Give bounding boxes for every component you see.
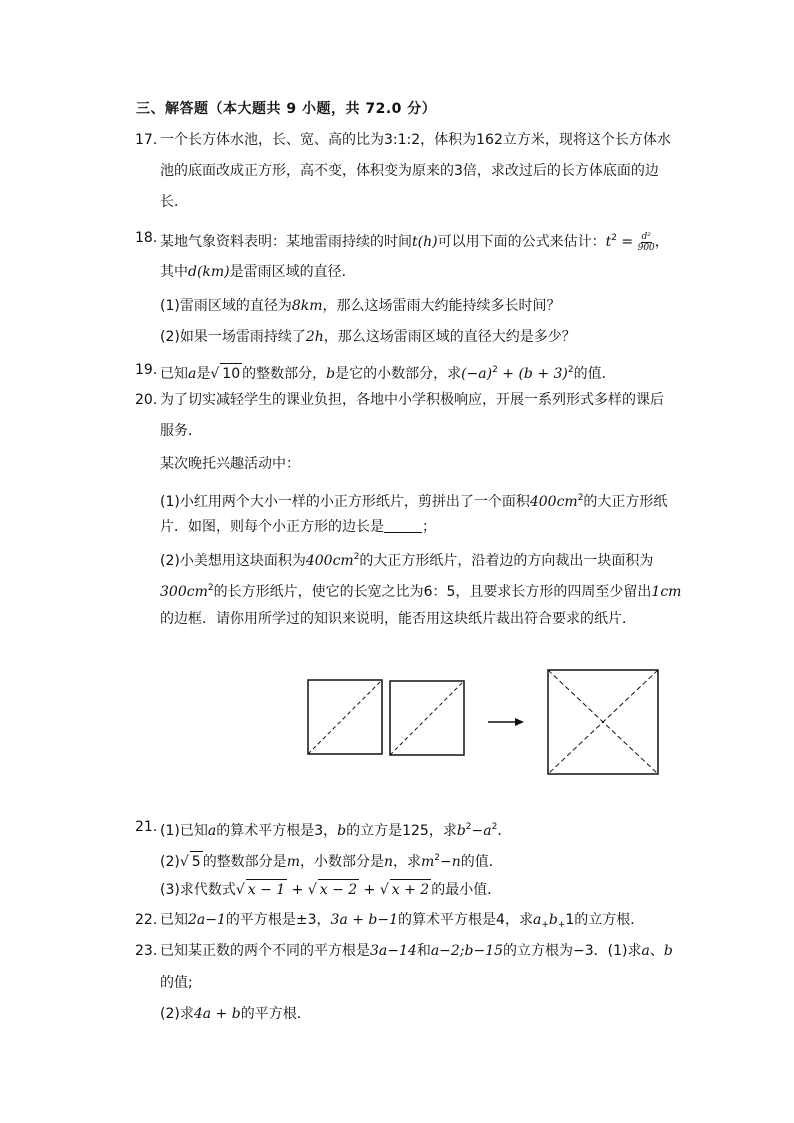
- q18-formula-end: ，: [654, 234, 669, 250]
- question-20-part-2-line-1: [160, 547, 653, 571]
- q23-b: 3a−14: [370, 943, 417, 959]
- q23-p2-c: 的平方根．: [240, 1006, 311, 1022]
- q18-l2-c: 是雷雨区域的直径．: [229, 264, 356, 280]
- q20-p2-f: 2: [207, 583, 214, 593]
- q23-d: a−2;b−15: [430, 943, 504, 959]
- question-17-number: 17.: [135, 132, 158, 148]
- q21-p1-f: b: [456, 823, 466, 839]
- question-20-number: 20.: [135, 392, 158, 408]
- question-20-line-2: 服务．: [160, 423, 202, 439]
- q21-p1-b: a: [207, 823, 217, 839]
- q20-p2-g: 的长方形纸片，使它的长宽之比为6：5，且要求长方形的四周至少留出: [213, 584, 652, 600]
- q18-l2-a: 其中: [160, 264, 188, 280]
- q21-p2-e: ，小数部分是: [299, 854, 384, 870]
- q23-a: 已知某正数的两个不同的平方根是: [160, 943, 370, 959]
- q20-p2-b: 400cm: [305, 553, 354, 569]
- q19-d: 的整数部分，: [242, 366, 327, 382]
- q21-p3-radicand-2: x − 2: [318, 879, 359, 900]
- question-20-part-1-line-2: [160, 517, 436, 537]
- q21-p1-g: 2: [465, 822, 472, 832]
- q20-p1-f: ；: [422, 519, 436, 535]
- q21-p3-radicand-3: x + 2: [390, 879, 431, 900]
- q22-e: 的算术平方根是4，求: [398, 912, 533, 928]
- q21-p1-h: −a: [471, 823, 492, 839]
- question-20-part-2-line-2: [160, 578, 681, 602]
- q19-c: 是: [196, 366, 211, 382]
- q21-p1-c: 的算术平方根是3，: [216, 823, 338, 839]
- q23-h: b: [663, 943, 673, 959]
- q18-text-a: 某地气象资料表明：某地雷雨持续的时间: [160, 234, 412, 250]
- q23-e: 的立方根为−3．(1)求: [503, 943, 642, 959]
- q23-g: 、: [649, 943, 664, 959]
- q22-f: a: [532, 912, 542, 928]
- q20-p1-d: 的大正方形纸: [583, 494, 668, 510]
- q18-p1-c: ，那么这场雷雨大约能持续多长时间？: [322, 298, 561, 314]
- question-18-number: 18.: [135, 230, 158, 246]
- q22-j: 1: [565, 912, 575, 928]
- q21-p2-f: n: [383, 854, 393, 870]
- q21-radical-3: √: [379, 882, 389, 898]
- q22-d: 3a + b−1: [330, 912, 399, 928]
- q18-p2-a: (2)如果一场雷雨持续了: [160, 329, 306, 345]
- question-20-part-2-line-3: 的边框．请你用所学过的知识来说明，能否用这块纸片裁出符合要求的纸片．: [160, 611, 636, 627]
- q21-plus-1: +: [287, 882, 308, 898]
- q21-p2-i: 2: [434, 853, 441, 863]
- question-20-line-1: 为了切实减轻学生的课业负担，各地中小学积极响应，开展一系列形式多样的课后: [160, 392, 664, 408]
- q20-p2-c: 2: [353, 552, 360, 562]
- q22-a: 已知: [160, 912, 188, 928]
- q22-i: +: [557, 920, 566, 930]
- arrow-icon: [488, 718, 524, 726]
- q20-p2-a: (2)小美想用这块面积为: [160, 553, 306, 569]
- question-20-line-3: 某次晚托兴趣活动中：: [160, 456, 300, 472]
- q20-p1-a: (1)小红用两个大小一样的小正方形纸片，剪拼出了一个面积: [160, 494, 530, 510]
- q18-formula-eq: =: [616, 234, 638, 250]
- q20-p2-e: 300cm: [160, 584, 208, 600]
- q19-f: 是它的小数部分，求: [335, 366, 462, 382]
- q21-p1-i: 2: [491, 822, 498, 832]
- q21-p1-j: ．: [497, 823, 512, 839]
- q21-p2-k: 的值．: [460, 854, 503, 870]
- q22-b: 2a−1: [188, 912, 226, 928]
- question-23-line-1: [160, 941, 673, 961]
- q21-p2-d: m: [286, 854, 300, 870]
- q23-p2-b: 4a + b: [193, 1006, 241, 1022]
- q23-c: 和: [416, 943, 431, 959]
- large-square: [548, 670, 658, 774]
- q19-radical-sign: √: [210, 366, 220, 382]
- q21-plus-2: +: [359, 882, 380, 898]
- small-square-2: [390, 681, 464, 755]
- question-21-number: 21.: [135, 819, 158, 835]
- question-21-part-3: [160, 879, 501, 900]
- question-21-part-1: [160, 817, 511, 841]
- squares-figure: [300, 664, 670, 784]
- q19-j: 2: [567, 365, 574, 375]
- question-18-line-2: [160, 262, 356, 282]
- q21-p2-a: (2): [160, 854, 180, 870]
- question-21-part-2: [160, 848, 503, 872]
- q20-p2-h: 1cm: [651, 584, 682, 600]
- q21-p1-e: 的立方是125，求: [346, 823, 457, 839]
- q18-formula-numerator: d²: [641, 231, 651, 242]
- q21-p1-d: b: [337, 823, 347, 839]
- q18-p1-b: 8km: [291, 298, 323, 314]
- q18-var-t: t(h): [412, 234, 438, 250]
- q22-g: +: [541, 920, 549, 930]
- answer-blank[interactable]: [384, 518, 422, 533]
- question-19-number: 19.: [135, 362, 158, 378]
- question-22-number: 22.: [135, 912, 158, 928]
- q20-p1-c: 2: [577, 493, 584, 503]
- q21-p3-a: (3)求代数式: [160, 882, 236, 898]
- q21-radical-sign: √: [179, 854, 189, 870]
- q18-var-d: d(km): [188, 264, 230, 280]
- q18-formula-fraction: [638, 232, 655, 253]
- q21-p3-radicand-1: x − 1: [246, 879, 287, 900]
- q18-formula-exp: 2: [611, 233, 617, 243]
- q19-g: (−a): [461, 366, 493, 382]
- q21-radical-2: √: [307, 882, 317, 898]
- question-17-line-2: 池的底面改成正方形，高不变，体积变为原来的3倍，求改过后的长方体底面的边: [160, 163, 659, 179]
- question-18-part-1: [160, 296, 561, 316]
- q19-k: 的值．: [573, 366, 616, 382]
- q19-var-a: a: [188, 366, 197, 382]
- q21-radical-1: √: [235, 882, 245, 898]
- question-23-line-2: 的值;: [160, 975, 193, 991]
- q18-p1-a: (1)雷雨区域的直径为: [160, 298, 292, 314]
- q18-formula-denominator: 900: [637, 242, 655, 253]
- question-19-line: [160, 360, 616, 384]
- q18-text-c: 可以用下面的公式来估计：: [437, 234, 606, 250]
- question-17-line-3: 长．: [160, 194, 188, 210]
- q21-p2-j: −n: [440, 854, 461, 870]
- q23-f: a: [641, 943, 650, 959]
- q20-p1-e: 片．如图，则每个小正方形的边长是: [160, 519, 384, 535]
- q19-var-b: b: [326, 366, 336, 382]
- question-18-line-1: [160, 228, 669, 253]
- q18-p2-b: 2h: [305, 329, 324, 345]
- question-17-line-1: 一个长方体水池，长、宽、高的比为3:1:2，体积为162立方米，现将这个长方体水: [160, 132, 671, 148]
- q22-k: 的立方根．: [574, 912, 645, 928]
- q21-p3-b: 的最小值．: [431, 882, 502, 898]
- q21-p2-h: m: [421, 854, 435, 870]
- q21-p2-radicand: 5: [190, 851, 203, 872]
- q19-a: 已知: [160, 366, 188, 382]
- q23-p2-a: (2)求: [160, 1006, 194, 1022]
- q22-c: 的平方根是±3，: [225, 912, 331, 928]
- q20-p1-b: 400cm: [529, 494, 578, 510]
- question-22-line: [160, 910, 644, 935]
- question-18-part-2: [160, 327, 576, 347]
- q21-p1-a: (1)已知: [160, 823, 208, 839]
- question-20-part-1-line-1: [160, 488, 667, 512]
- small-square-1: [308, 680, 382, 754]
- section-title: 三、解答题（本大题共 9 小题，共 72.0 分）: [136, 101, 437, 117]
- q20-p2-d: 的大正方形纸片，沿着边的方向裁出一块面积为: [359, 553, 654, 569]
- q19-radicand: 10: [220, 363, 242, 384]
- question-23-part-2: [160, 1004, 311, 1024]
- q22-h: b: [548, 912, 558, 928]
- q19-h: 2: [492, 365, 498, 375]
- q19-i: + (b + 3): [497, 366, 568, 382]
- question-23-number: 23.: [135, 943, 158, 959]
- q18-formula-t: t: [605, 234, 612, 250]
- q21-p2-c: 的整数部分是: [202, 854, 287, 870]
- q18-p2-c: ，那么这场雷雨区域的直径大约是多少？: [323, 329, 576, 345]
- q21-p2-g: ，求: [393, 854, 421, 870]
